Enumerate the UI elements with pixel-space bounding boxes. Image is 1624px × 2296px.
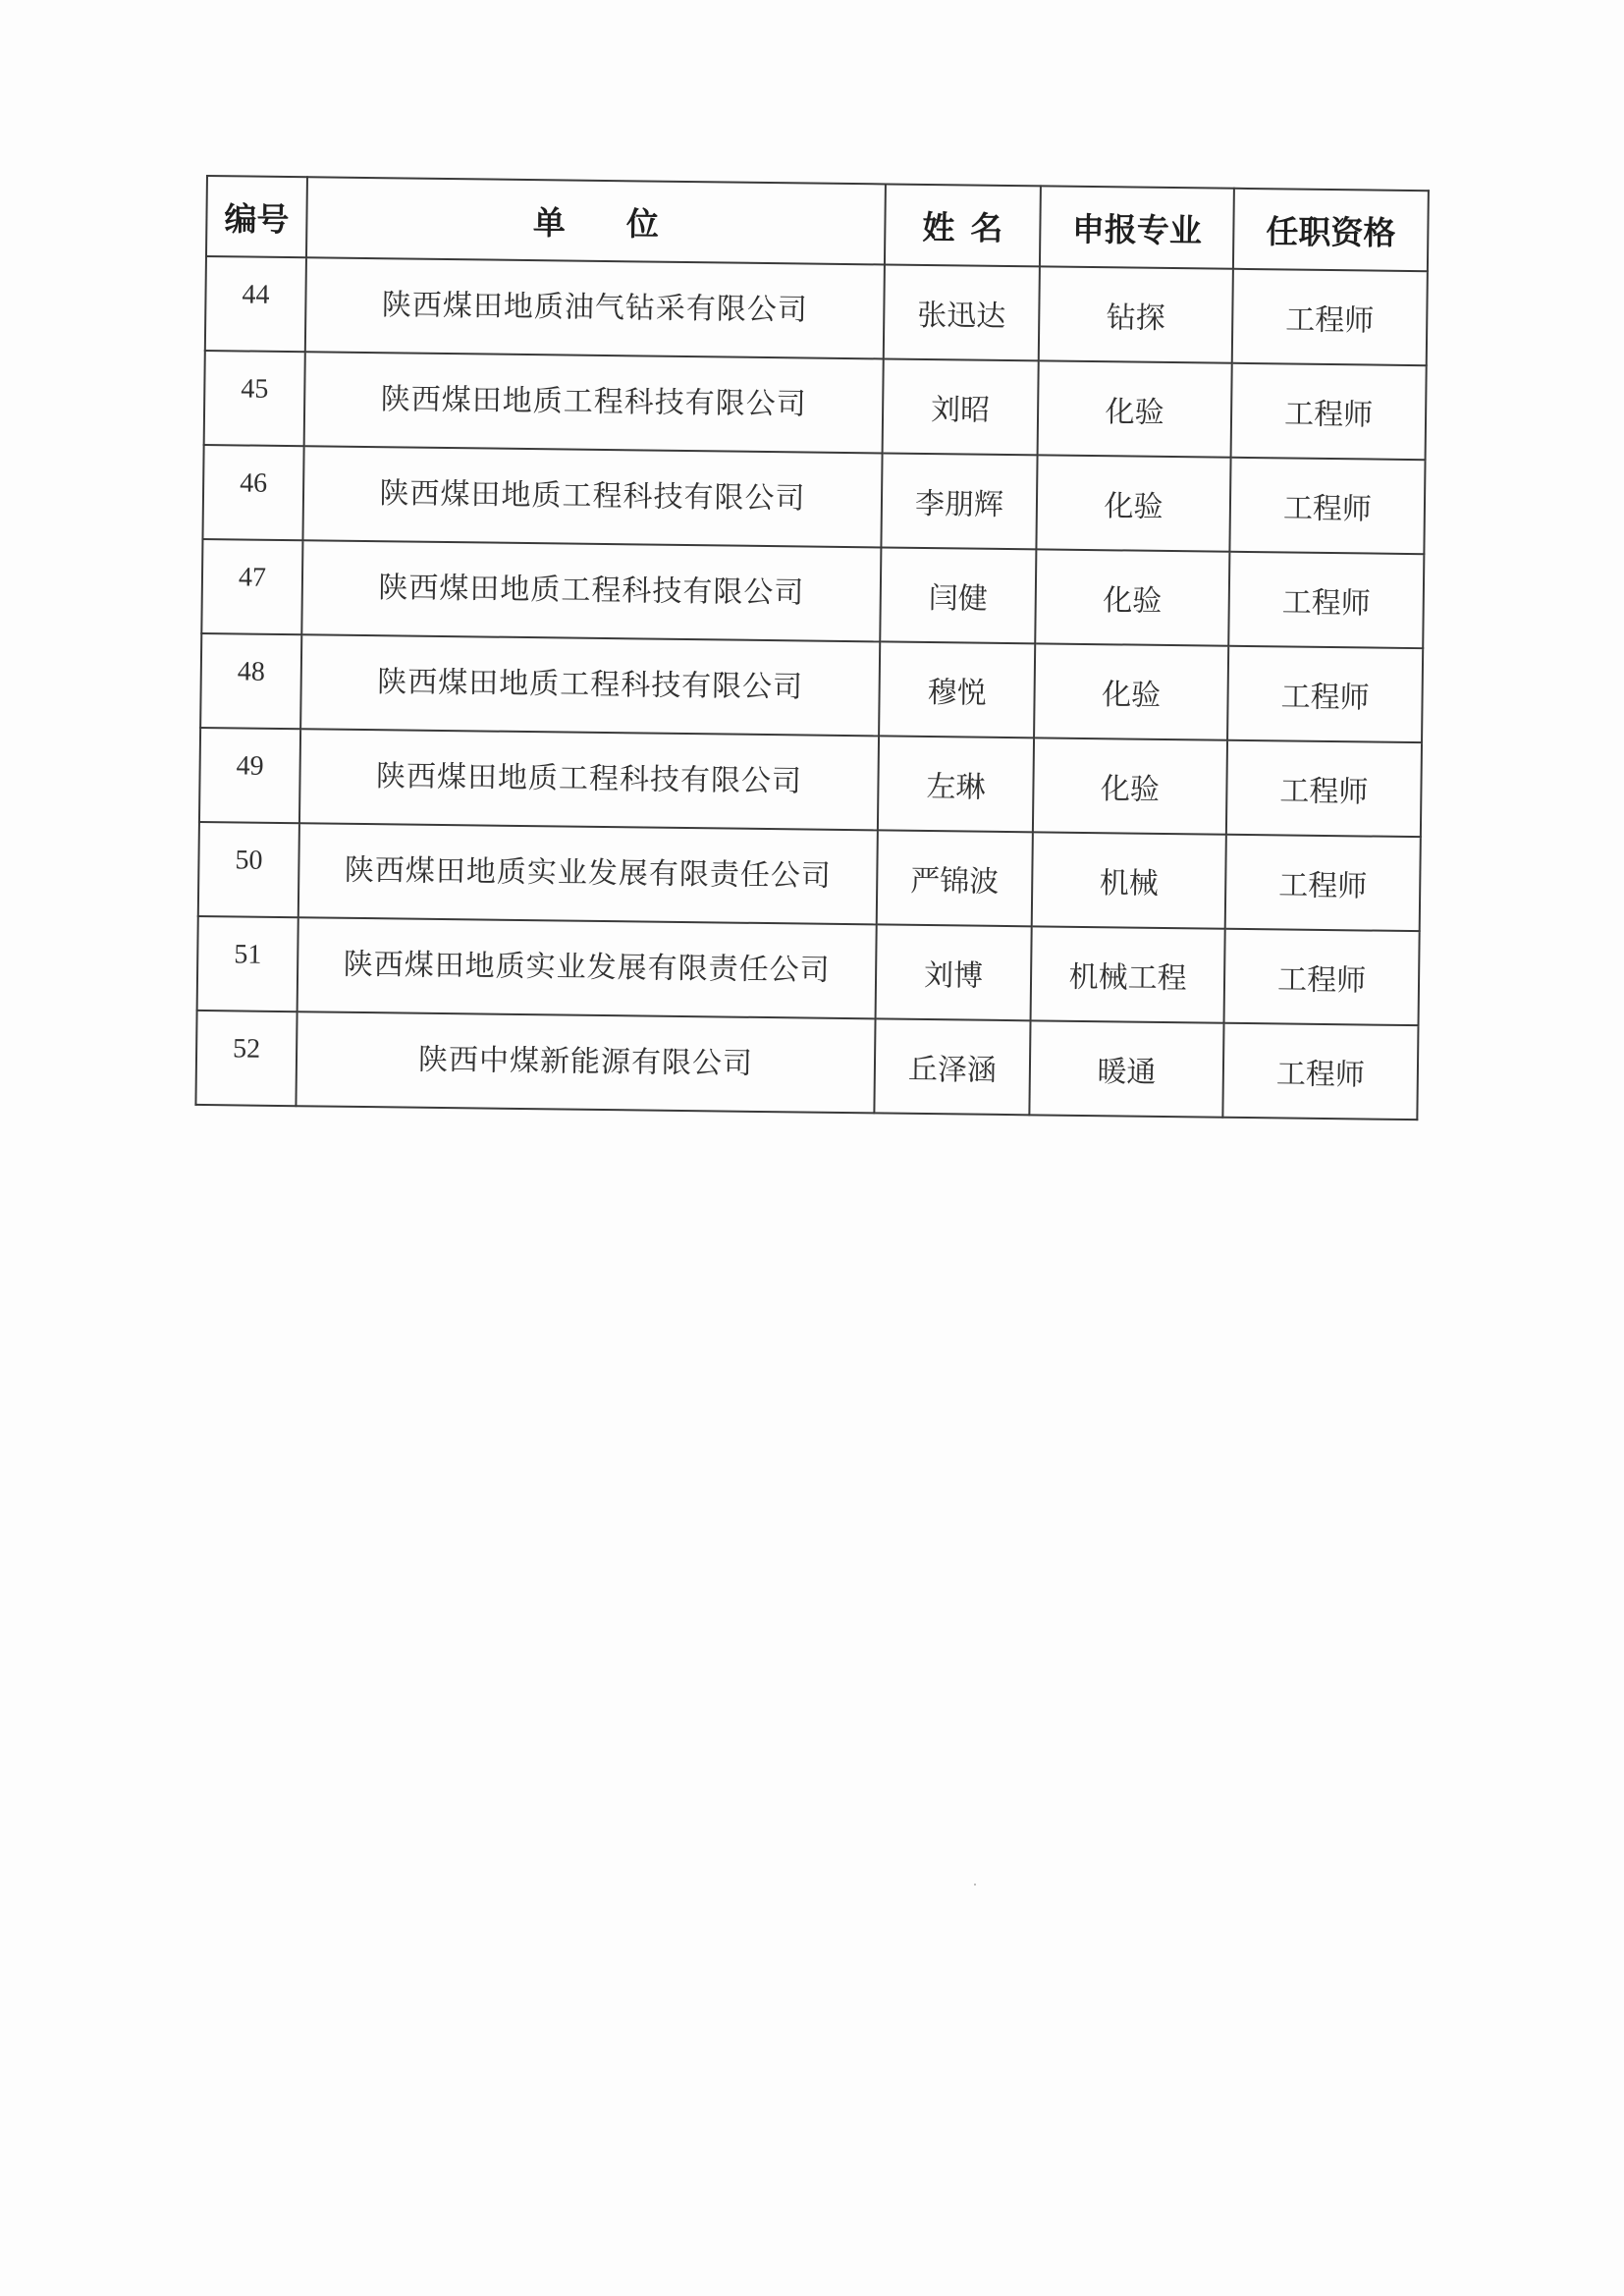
header-qualification: 任职资格 [1233,189,1429,271]
cell-qualification: 工程师 [1222,1023,1418,1120]
cell-qualification: 工程师 [1227,646,1423,742]
cell-major: 化验 [1036,455,1230,551]
table-row [204,351,1427,460]
cell-qualification: 工程师 [1224,929,1420,1025]
cell-no: 44 [205,256,306,352]
cell-unit: 陕西中煤新能源有限公司 [296,1011,875,1113]
cell-qualification: 工程师 [1229,458,1425,554]
cell-qualification: 工程师 [1228,552,1424,648]
cell-unit: 陕西煤田地质工程科技有限公司 [300,634,880,736]
header-name: 姓 名 [885,184,1041,266]
cell-qualification: 工程师 [1225,835,1421,931]
cell-unit: 陕西煤田地质工程科技有限公司 [302,446,882,547]
table-row [200,633,1423,742]
table-row [198,822,1421,931]
cell-name: 严锦波 [877,830,1033,926]
qualification-table [194,175,1429,1121]
cell-unit: 陕西煤田地质工程科技有限公司 [299,729,879,830]
cell-no: 45 [204,351,305,446]
cell-name: 张迅达 [884,264,1040,360]
cell-no: 50 [198,822,299,917]
cell-major: 化验 [1034,643,1228,739]
roster-sheet [194,175,1427,1121]
cell-major: 机械 [1032,832,1226,928]
cell-name: 穆悦 [879,641,1035,738]
cell-unit: 陕西煤田地质实业发展有限责任公司 [298,917,877,1018]
cell-name: 刘昭 [883,358,1039,455]
table-row [201,539,1424,648]
cell-unit: 陕西煤田地质实业发展有限责任公司 [298,823,878,924]
table-row [202,445,1425,554]
cell-no: 51 [197,916,298,1011]
cell-qualification: 工程师 [1231,363,1427,460]
cell-major: 化验 [1033,738,1227,834]
cell-no: 49 [199,728,300,823]
cell-unit: 陕西煤田地质工程科技有限公司 [304,352,884,453]
table-row [195,1011,1418,1120]
table-row [205,256,1428,365]
cell-no: 47 [201,539,302,634]
header-unit: 单 位 [306,177,886,264]
cell-unit: 陕西煤田地质油气钻采有限公司 [305,257,885,358]
cell-name: 丘泽涵 [874,1018,1030,1115]
cell-qualification: 工程师 [1226,740,1422,837]
cell-major: 化验 [1035,549,1229,645]
cell-major: 化验 [1038,360,1232,457]
header-no: 编号 [206,176,307,257]
cell-major: 钻探 [1039,266,1233,362]
cell-no: 46 [202,445,303,540]
cell-no: 52 [195,1011,297,1106]
table-row [199,728,1422,837]
cell-name: 李朋辉 [881,453,1037,549]
cell-no: 48 [200,633,301,729]
cell-qualification: 工程师 [1232,269,1428,365]
header-major: 申报专业 [1040,186,1234,268]
cell-major: 机械工程 [1031,926,1225,1022]
cell-name: 刘博 [876,924,1032,1020]
cell-name: 闫健 [880,547,1036,643]
cell-major: 暖通 [1029,1020,1223,1117]
table-header-row [206,176,1429,271]
cell-name: 左琳 [878,736,1034,832]
scan-speck [974,1884,976,1886]
table-row [197,916,1420,1025]
cell-unit: 陕西煤田地质工程科技有限公司 [301,540,881,641]
